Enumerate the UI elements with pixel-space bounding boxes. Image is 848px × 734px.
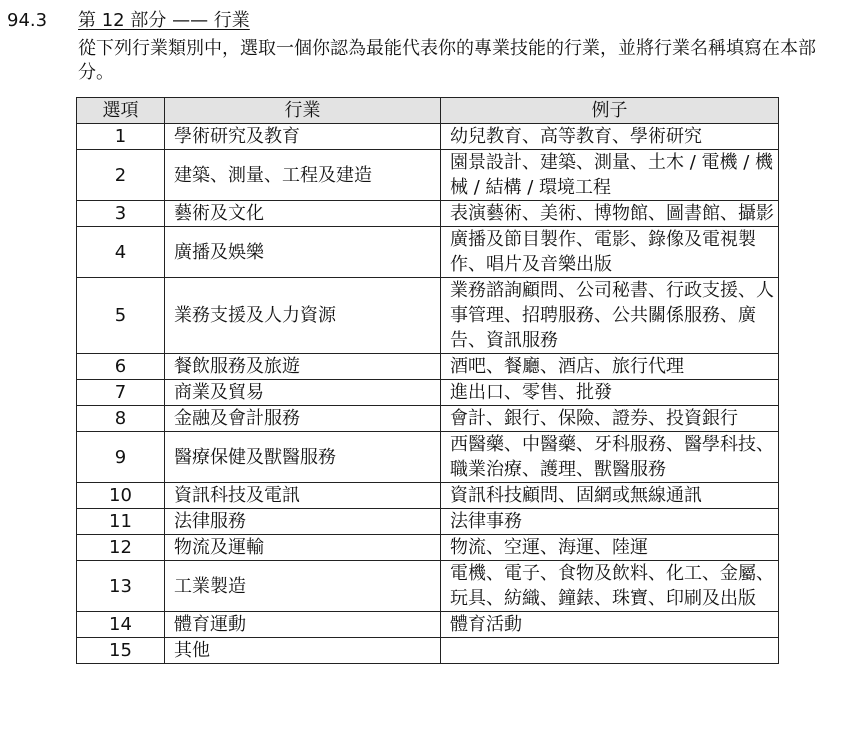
section-heading: 第 12 部分 —— 行業 (78, 10, 250, 31)
option-number: 6 (77, 354, 165, 380)
table-row (77, 535, 779, 561)
industry-examples: 法律事務 (441, 509, 779, 535)
option-number: 4 (77, 227, 165, 278)
industry-name: 業務支援及人力資源 (165, 278, 441, 354)
section-instruction: 從下列行業類別中，選取一個你認為最能代表你的專業技能的行業，並將行業名稱填寫在本部分。 (78, 38, 816, 83)
industry-name: 金融及會計服務 (165, 406, 441, 432)
industry-examples: 業務諮詢顧問、公司秘書、行政支援、人事管理、招聘服務、公共關係服務、廣告、資訊服務 (441, 278, 779, 354)
industry-name: 餐飲服務及旅遊 (165, 354, 441, 380)
table-row (77, 432, 779, 483)
industry-name: 醫療保健及獸醫服務 (165, 432, 441, 483)
industry-examples: 廣播及節目製作、電影、錄像及電視製作、唱片及音樂出版 (441, 227, 779, 278)
table-row (77, 354, 779, 380)
option-number: 15 (77, 638, 165, 664)
industry-name: 法律服務 (165, 509, 441, 535)
table-row (77, 483, 779, 509)
table-row (77, 612, 779, 638)
table-row (77, 638, 779, 664)
industry-examples: 園景設計、建築、測量、土木 / 電機 / 機械 / 結構 / 環境工程 (441, 150, 779, 201)
table-row (77, 561, 779, 612)
industry-name: 學術研究及教育 (165, 124, 441, 150)
header-option: 選項 (77, 98, 165, 124)
industry-name: 體育運動 (165, 612, 441, 638)
industry-examples (441, 638, 779, 664)
industry-examples: 資訊科技顧問、固網或無線通訊 (441, 483, 779, 509)
option-number: 8 (77, 406, 165, 432)
industry-examples: 進出口、零售、批發 (441, 380, 779, 406)
industry-name: 物流及運輸 (165, 535, 441, 561)
industry-name: 工業製造 (165, 561, 441, 612)
option-number: 3 (77, 201, 165, 227)
option-number: 7 (77, 380, 165, 406)
option-number: 14 (77, 612, 165, 638)
table-row (77, 124, 779, 150)
option-number: 2 (77, 150, 165, 201)
industry-examples: 物流、空運、海運、陸運 (441, 535, 779, 561)
industry-name: 資訊科技及電訊 (165, 483, 441, 509)
table-header-row (77, 98, 779, 124)
industry-examples: 體育活動 (441, 612, 779, 638)
table-row (77, 380, 779, 406)
option-number: 1 (77, 124, 165, 150)
industry-table (76, 97, 779, 664)
industry-examples: 酒吧、餐廳、酒店、旅行代理 (441, 354, 779, 380)
industry-name: 藝術及文化 (165, 201, 441, 227)
table-row (77, 150, 779, 201)
industry-name: 建築、測量、工程及建造 (165, 150, 441, 201)
industry-name: 其他 (165, 638, 441, 664)
industry-name: 商業及貿易 (165, 380, 441, 406)
industry-examples: 會計、銀行、保險、證券、投資銀行 (441, 406, 779, 432)
table-row (77, 201, 779, 227)
industry-examples: 電機、電子、食物及飲料、化工、金屬、玩具、紡織、鐘錶、珠寶、印刷及出版 (441, 561, 779, 612)
section-number: 94.3 (7, 10, 48, 31)
header-examples: 例子 (441, 98, 779, 124)
option-number: 11 (77, 509, 165, 535)
option-number: 12 (77, 535, 165, 561)
industry-examples: 幼兒教育、高等教育、學術研究 (441, 124, 779, 150)
industry-examples: 西醫藥、中醫藥、牙科服務、醫學科技、職業治療、護理、獸醫服務 (441, 432, 779, 483)
header-industry: 行業 (165, 98, 441, 124)
option-number: 13 (77, 561, 165, 612)
industry-examples: 表演藝術、美術、博物館、圖書館、攝影 (441, 201, 779, 227)
option-number: 5 (77, 278, 165, 354)
option-number: 9 (77, 432, 165, 483)
option-number: 10 (77, 483, 165, 509)
table-row (77, 278, 779, 354)
table-row (77, 227, 779, 278)
table-row (77, 509, 779, 535)
industry-name: 廣播及娛樂 (165, 227, 441, 278)
table-row (77, 406, 779, 432)
